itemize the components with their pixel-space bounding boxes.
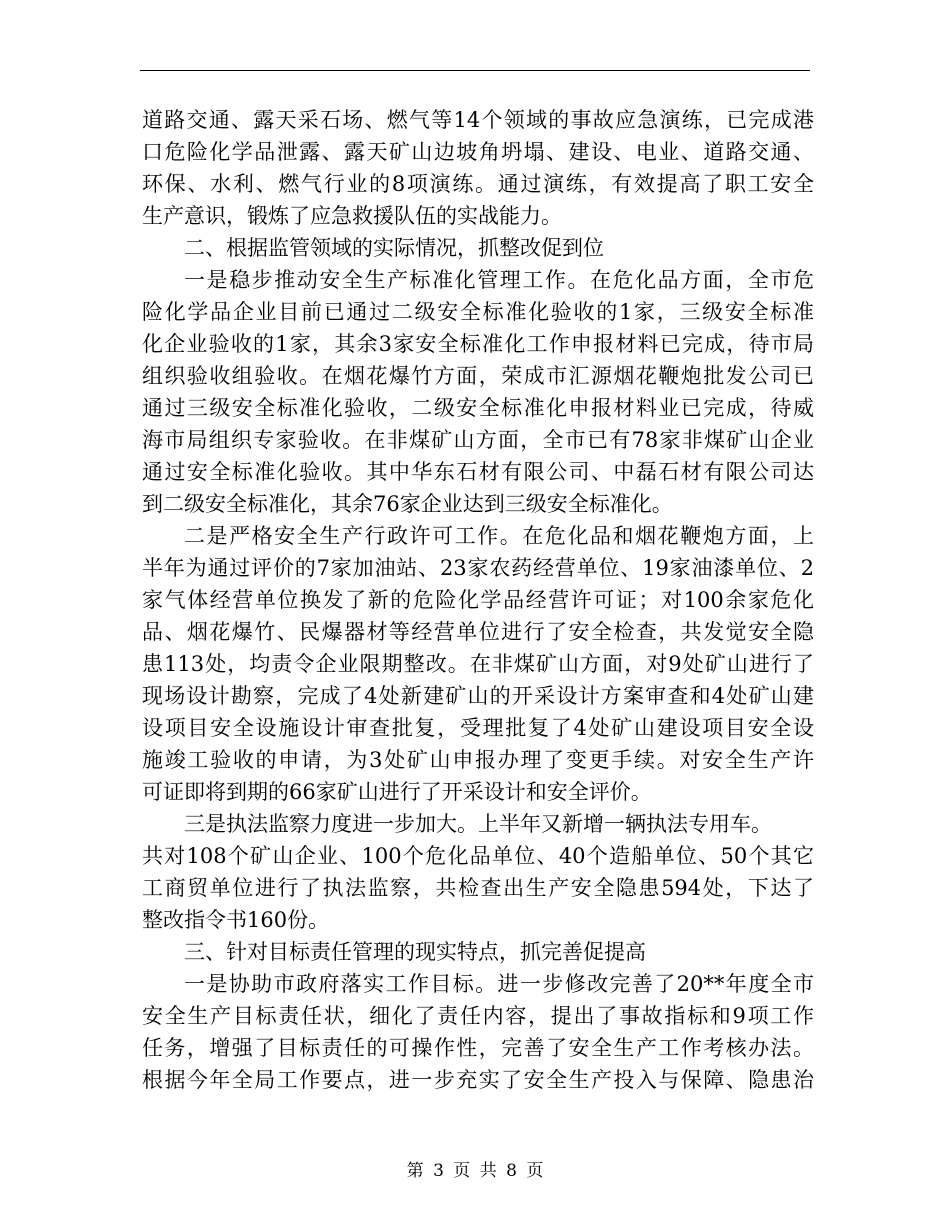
text-line: 到二级安全标准化，其余76家企业达到三级安全标准化。: [142, 492, 673, 516]
text-line: 根据今年全局工作要点，进一步充实了安全生产投入与保障、隐患治: [142, 1068, 814, 1092]
text-line: 一是稳步推动安全生产标准化管理工作。在危化品方面，全市危: [184, 268, 814, 292]
text-line: 通过安全标准化验收。其中华东石材有限公司、中磊石材有限公司达: [142, 460, 814, 484]
page-number-footer: 第 3 页 共 8 页: [406, 1161, 544, 1181]
text-line: 口危险化学品泄露、露天矿山边坡角坍塌、建设、电业、道路交通、: [142, 140, 814, 164]
text-line: 组织验收组验收。在烟花爆竹方面，荣成市汇源烟花鞭炮批发公司已: [142, 364, 814, 388]
text-line: 品、烟花爆竹、民爆器材等经营单位进行了安全检查，共发觉安全隐: [142, 620, 814, 644]
text-line: 险化学品企业目前已通过二级安全标准化验收的1家，三级安全标准: [142, 300, 814, 324]
text-line: 共对108个矿山企业、100个危化品单位、40个造船单位、50个其它: [142, 844, 814, 868]
text-line: 设项目安全设施设计审查批复，受理批复了4处矿山建设项目安全设: [142, 716, 814, 740]
text-line: 家气体经营单位换发了新的危险化学品经营许可证；对100余家危化: [142, 588, 814, 612]
text-line: 一是协助市政府落实工作目标。进一步修改完善了20**年度全市: [184, 972, 814, 996]
text-line: 患113处，均责令企业限期整改。在非煤矿山方面，对9处矿山进行了: [142, 652, 814, 676]
text-line: 生产意识，锻炼了应急救援队伍的实战能力。: [142, 204, 562, 228]
document-body: [142, 104, 814, 1096]
text-line: 化企业验收的1家，其余3家安全标准化工作申报材料已完成，待市局: [142, 332, 814, 356]
text-line: 海市局组织专家验收。在非煤矿山方面，全市已有78家非煤矿山企业: [142, 428, 814, 452]
text-line: 二、根据监管领域的实际情况，抓整改促到位: [184, 236, 604, 260]
text-line: 三是执法监察力度进一步加大。上半年又新增一辆执法专用车。: [184, 812, 772, 836]
text-line: 施竣工验收的申请，为3处矿山申报办理了变更手续。对安全生产许: [142, 748, 814, 772]
text-line: 现场设计勘察，完成了4处新建矿山的开采设计方案审查和4处矿山建: [142, 684, 814, 708]
text-line: 二是严格安全生产行政许可工作。在危化品和烟花鞭炮方面，上: [184, 524, 814, 548]
text-line: 可证即将到期的66家矿山进行了开采设计和安全评价。: [142, 780, 652, 804]
text-line: 半年为通过评价的7家加油站、23家农药经营单位、19家油漆单位、2: [142, 556, 814, 580]
text-line: 工商贸单位进行了执法监察，共检查出生产安全隐患594处，下达了: [142, 876, 814, 900]
text-line: 通过三级安全标准化验收，二级安全标准化申报材料业已完成，待威: [142, 396, 814, 420]
text-line: 道路交通、露天采石场、燃气等14个领域的事故应急演练，已完成港: [142, 108, 814, 132]
text-line: 安全生产目标责任状，细化了责任内容，提出了事故指标和9项工作: [142, 1004, 814, 1028]
header-rule: [140, 70, 810, 71]
text-line: 三、针对目标责任管理的现实特点，抓完善促提高: [184, 940, 646, 964]
text-line: 任务，增强了目标责任的可操作性，完善了安全生产工作考核办法。: [142, 1036, 814, 1060]
text-line: 整改指令书160份。: [142, 908, 330, 932]
text-line: 环保、水利、燃气行业的8项演练。通过演练，有效提高了职工安全: [142, 172, 814, 196]
